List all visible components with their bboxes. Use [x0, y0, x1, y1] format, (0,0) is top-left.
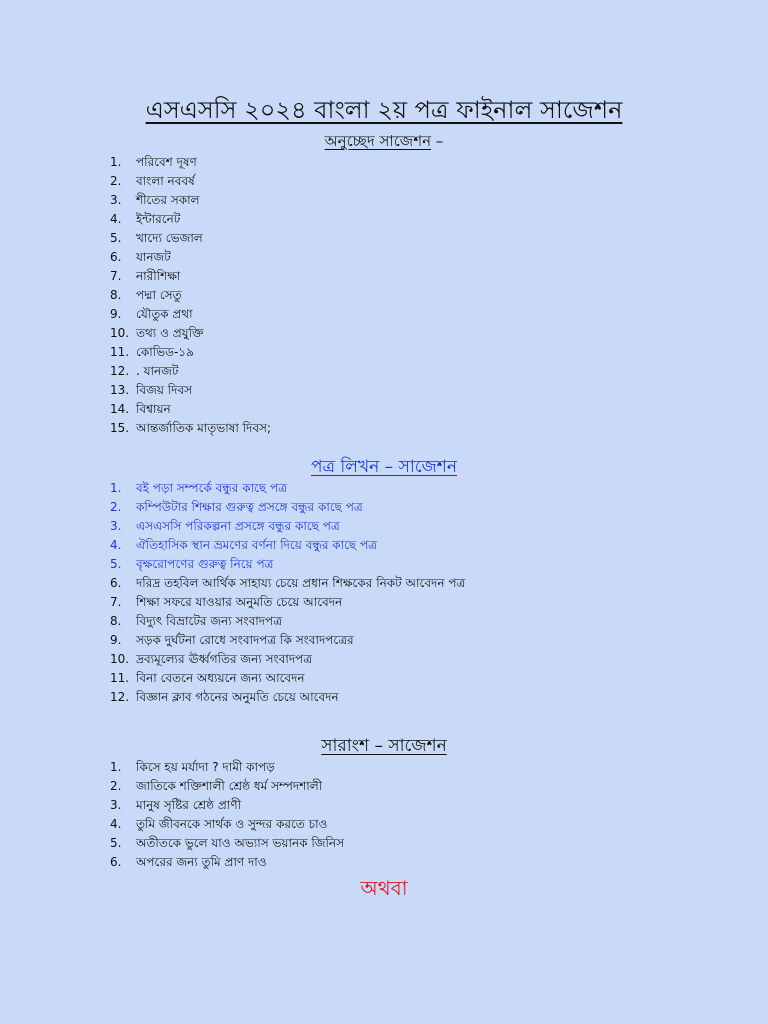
list-item: [110, 574, 465, 593]
list-text: দ্রব্যমূল্যের ঊর্ধ্বগতির জন্য সংবাদপত্র: [136, 652, 313, 666]
list-number: 7.: [110, 269, 122, 283]
list-text: পরিবেশ দূষণ: [136, 155, 197, 169]
list-item: [110, 498, 465, 517]
list-text: এসএসসি পরিকল্পনা প্রসঙ্গে বন্ধুর কাছে পত্র: [136, 519, 340, 533]
section-title-suffix: –: [431, 132, 444, 150]
list-text: বৃক্ষরোপণের গুরুত্ব নিয়ে পত্র: [136, 557, 274, 571]
list-number: 9.: [110, 307, 122, 321]
list-item: [110, 305, 271, 324]
list-number: 2.: [110, 500, 122, 514]
list-text: বিজয় দিবস: [136, 383, 193, 397]
list-text: বাংলা নববর্ষ: [136, 174, 195, 188]
list-item: [110, 229, 271, 248]
list-item: [110, 153, 271, 172]
section-title-text: সারাংশ – সাজেশন: [321, 736, 447, 756]
list-item: [110, 419, 271, 438]
list-number: 2.: [110, 779, 122, 793]
list-item: [110, 343, 271, 362]
section-title-paragraph: [0, 130, 768, 152]
list-item: [110, 777, 344, 796]
list-number: 9.: [110, 633, 122, 647]
paragraph-suggestion-list: [110, 153, 271, 438]
list-number: 1.: [110, 155, 122, 169]
list-text: ইন্টারনেট: [136, 212, 181, 226]
list-text: শীতের সকাল: [136, 193, 200, 207]
list-number: 15.: [110, 421, 130, 435]
list-item: [110, 248, 271, 267]
list-text: বিনা বেতনে অধ্যয়নে জন্য আবেদন: [136, 671, 305, 685]
list-text: শিক্ষা সফরে যাওয়ার অনুমতি চেয়ে আবেদন: [136, 595, 343, 609]
list-number: 10.: [110, 326, 130, 340]
list-text: বিশ্বায়ন: [136, 402, 171, 416]
list-number: 4.: [110, 212, 122, 226]
section-title-text: পত্র লিখন – সাজেশন: [311, 457, 457, 477]
list-item: [110, 267, 271, 286]
list-item: [110, 191, 271, 210]
list-text: মানুষ সৃষ্টির শ্রেষ্ঠ প্রাণী: [136, 798, 242, 812]
list-text: কম্পিউটার শিক্ষার গুরুত্ব প্রসঙ্গে বন্ধুর কাছে পত্র: [136, 500, 363, 514]
or-label: অথবা: [360, 876, 408, 900]
list-item: [110, 210, 271, 229]
list-number: 3.: [110, 798, 122, 812]
letter-suggestion-list: [110, 479, 465, 707]
list-text: যানজট: [136, 250, 171, 264]
list-text: বিদ্যুৎ বিভ্রাটের জন্য সংবাদপত্র: [136, 614, 283, 628]
section-title-text: অনুচ্ছেদ সাজেশন: [324, 132, 432, 150]
list-number: 14.: [110, 402, 130, 416]
list-number: 8.: [110, 288, 122, 302]
section-title-letter: [0, 456, 768, 478]
list-number: 5.: [110, 231, 122, 245]
list-number: 13.: [110, 383, 130, 397]
list-item: [110, 536, 465, 555]
list-text: অপরের জন্য তুমি প্রাণ দাও: [136, 855, 267, 869]
list-text: বিজ্ঞান ক্লাব গঠনের অনুমতি চেয়ে আবেদন: [136, 690, 339, 704]
list-item: [110, 381, 271, 400]
list-item: [110, 172, 271, 191]
list-text: তথ্য ও প্রযুক্তি: [136, 326, 204, 340]
list-item: [110, 612, 465, 631]
list-item: [110, 853, 344, 872]
list-text: তুমি জীবনকে সার্থক ও সুন্দর করতে চাও: [136, 817, 328, 831]
list-text: কিসে হয় মর্যাদা ? দামী কাপড়: [136, 760, 275, 774]
list-item: [110, 593, 465, 612]
list-text: দরিদ্র তহবিল আর্থিক সাহায্য চেয়ে প্রধান শিক্ষকের নিকট আবেদন পত্র: [136, 576, 466, 590]
list-number: 5.: [110, 836, 122, 850]
list-number: 7.: [110, 595, 122, 609]
list-number: 6.: [110, 250, 122, 264]
list-item: [110, 555, 465, 574]
page-title: এসএসসি ২০২৪ বাংলা ২য় পত্র ফাইনাল সাজেশন: [145, 96, 623, 124]
list-text: যৌতুক প্রথা: [136, 307, 193, 321]
list-text: খাদ্যে ভেজাল: [136, 231, 203, 245]
list-number: 4.: [110, 538, 122, 552]
list-item: [110, 324, 271, 343]
list-number: 11.: [110, 671, 130, 685]
section-title-summary: [0, 735, 768, 757]
list-item: [110, 631, 465, 650]
list-item: [110, 834, 344, 853]
list-text: কোভিড-১৯: [136, 345, 194, 359]
list-item: [110, 758, 344, 777]
list-item: [110, 479, 465, 498]
list-item: [110, 815, 344, 834]
list-item: [110, 796, 344, 815]
list-item: [110, 688, 465, 707]
list-text: নারীশিক্ষা: [136, 269, 181, 283]
list-number: 6.: [110, 855, 122, 869]
list-item: [110, 286, 271, 305]
list-number: 5.: [110, 557, 122, 571]
list-number: 1.: [110, 481, 122, 495]
list-text: পদ্মা সেতু: [136, 288, 182, 302]
list-number: 10.: [110, 652, 130, 666]
list-text: . যানজট: [136, 364, 179, 378]
list-number: 4.: [110, 817, 122, 831]
list-text: সড়ক দুর্ঘটনা রোধে সংবাদপত্র কি সংবাদপত্রের: [136, 633, 354, 647]
list-number: 3.: [110, 193, 122, 207]
list-text: ঐতিহাসিক স্থান ভ্রমণের বর্ণনা দিয়ে বন্ধুর কাছে পত্র: [136, 538, 377, 552]
list-item: [110, 650, 465, 669]
list-item: [110, 400, 271, 419]
list-item: [110, 362, 271, 381]
list-text: বই পড়া সম্পর্কে বন্ধুর কাছে পত্র: [136, 481, 287, 495]
list-number: 12.: [110, 364, 130, 378]
list-number: 11.: [110, 345, 130, 359]
list-number: 2.: [110, 174, 122, 188]
list-number: 8.: [110, 614, 122, 628]
list-number: 1.: [110, 760, 122, 774]
list-number: 12.: [110, 690, 130, 704]
list-item: [110, 669, 465, 688]
list-text: জাতিকে শক্তিশালী শ্রেষ্ঠ ধর্ম সম্পদশালী: [136, 779, 323, 793]
list-item: [110, 517, 465, 536]
summary-suggestion-list: [110, 758, 344, 872]
list-text: অতীতকে ভুলে যাও অভ্যাস ভয়ানক জিনিস: [136, 836, 345, 850]
list-text: আন্তর্জাতিক মাতৃভাষা দিবস;: [136, 421, 271, 435]
list-number: 6.: [110, 576, 122, 590]
list-number: 3.: [110, 519, 122, 533]
